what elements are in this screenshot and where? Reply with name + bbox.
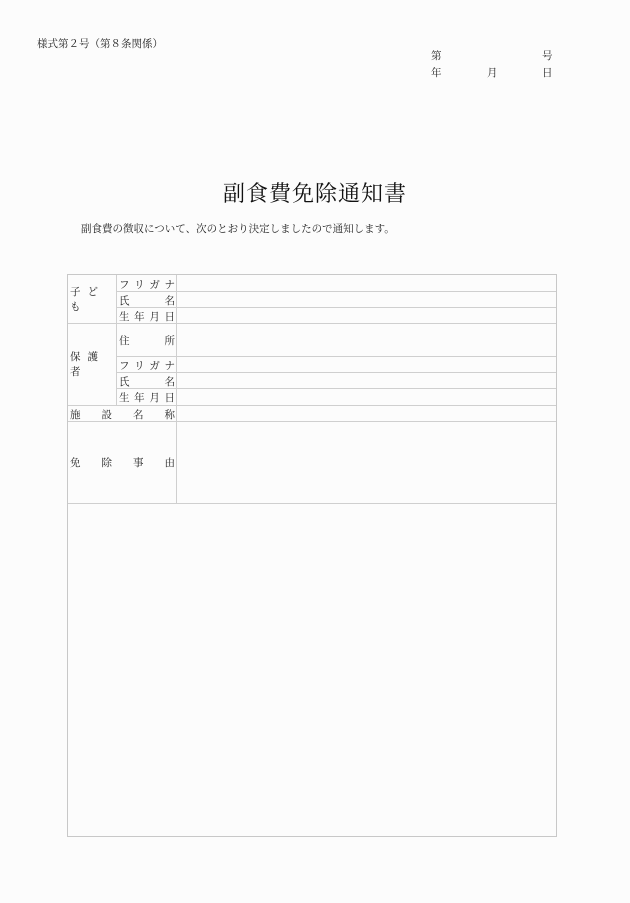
child-group-label: 子ども — [70, 286, 105, 313]
exemption-reason-field[interactable] — [177, 422, 556, 503]
guardian-birthdate-label: 生 年 月 日 — [119, 391, 175, 404]
child-birthdate-label: 生 年 月 日 — [119, 310, 175, 323]
number-prefix: 第 — [431, 50, 442, 62]
document-title: 副食費免除通知書 — [222, 182, 407, 207]
guardian-name-field[interactable] — [177, 373, 556, 388]
form-number: 様式第２号（第８条関係） — [37, 38, 163, 50]
guardian-address-field[interactable] — [177, 324, 556, 356]
facility-name-label: 施 設 名 称 — [70, 408, 175, 421]
date-month-label: 月 — [487, 67, 498, 79]
guardian-name-label: 氏 名 — [119, 375, 175, 388]
date-year-label: 年 — [431, 67, 442, 79]
facility-name-field[interactable] — [177, 406, 556, 421]
date-day-label: 日 — [542, 67, 553, 79]
guardian-birthdate-field[interactable] — [177, 389, 556, 405]
intro-text: 副食費の徴収について、次のとおり決定しましたので通知します。 — [81, 223, 395, 235]
guardian-furigana-label: フ リ ガ ナ — [119, 359, 175, 372]
guardian-address-label: 住 所 — [119, 334, 175, 347]
number-suffix: 号 — [542, 50, 553, 62]
guardian-group-label: 保護者 — [70, 351, 105, 378]
child-furigana-label: フ リ ガ ナ — [119, 278, 175, 291]
child-name-field[interactable] — [177, 292, 556, 307]
guardian-furigana-field[interactable] — [177, 357, 556, 372]
child-furigana-field[interactable] — [177, 276, 556, 291]
form-table — [67, 274, 557, 837]
exemption-reason-label: 免 除 事 由 — [70, 457, 175, 469]
remarks-area[interactable] — [68, 504, 556, 836]
child-birthdate-field[interactable] — [177, 308, 556, 323]
column-rule — [116, 275, 117, 405]
child-name-label: 氏 名 — [119, 294, 175, 307]
